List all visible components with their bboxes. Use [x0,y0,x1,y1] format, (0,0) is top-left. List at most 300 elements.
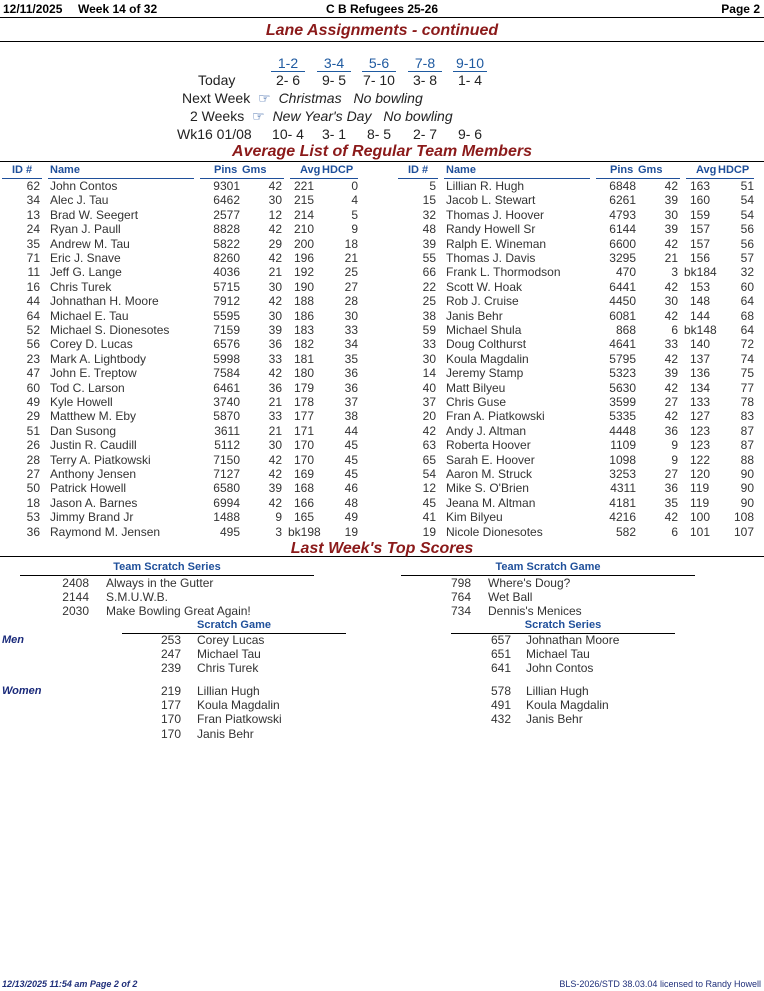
member-name: Terry A. Piatkowski [50,452,151,467]
table-row [396,309,764,323]
member-handicap: 51 [740,179,754,193]
team-game-name: Wet Ball [488,590,533,605]
member-games: 42 [268,467,282,481]
member-average: 127 [690,409,711,424]
member-pins: 8828 [213,222,240,237]
member-name: Chris Guse [446,395,507,409]
next-week-row [182,90,423,107]
wk16-lane-value: 2- 7 [412,126,438,142]
table-row [396,510,764,524]
member-id: 15 [422,193,436,208]
member-pins: 5595 [213,308,240,323]
team-game-name: Dennis's Menices [488,604,582,619]
wk16-lane-value: 3- 1 [321,126,347,142]
member-pins: 7912 [213,294,240,309]
lane-pair-header: 3-4 [323,55,345,71]
member-handicap: 64 [740,323,754,337]
member-handicap: 45 [344,438,358,453]
table-row [396,366,764,380]
member-average: 181 [294,351,315,366]
member-id: 53 [26,510,40,525]
member-id: 63 [422,438,436,453]
member-pins: 9301 [213,179,240,193]
member-games: 42 [268,222,282,237]
table-row [0,424,396,438]
table-row [396,193,764,207]
member-games: 42 [664,510,678,525]
member-name: Sarah E. Hoover [446,452,535,467]
col-header-hdcp: HDCP [718,164,750,176]
next-week-note: No bowling [353,90,423,106]
member-games: 42 [268,251,282,265]
member-average: 215 [294,193,315,208]
member-pins: 6462 [213,193,240,208]
member-pins: 3295 [609,251,636,265]
member-games: 3 [671,265,678,280]
member-average: 170 [294,452,315,467]
member-id: 64 [26,308,40,323]
member-pins: 5822 [213,236,240,251]
member-games: 36 [664,481,678,496]
member-name: Jeremy Stamp [446,366,524,381]
table-row [396,395,764,409]
member-id: 38 [422,308,436,323]
member-name: Alec J. Tau [50,193,109,208]
team-series-name: Make Bowling Great Again! [106,604,251,619]
member-games: 42 [268,294,282,309]
men-game-name: Corey Lucas [197,633,265,647]
table-row [396,352,764,366]
men-game-name: Michael Tau [197,647,261,662]
member-pins: 582 [615,524,636,539]
member-handicap: 27 [344,279,358,294]
member-average: 166 [294,495,315,510]
today-lane-value: 9- 5 [321,72,347,88]
member-handicap: 0 [351,179,358,193]
member-average: 186 [294,308,315,323]
table-row [0,352,396,366]
scratch-series-title: Scratch Series [524,619,602,631]
col-header-avg: Avg [300,164,321,176]
women-series-name: Janis Behr [526,712,583,727]
member-average: 188 [294,294,315,309]
member-id: 22 [422,279,436,294]
member-name: Ralph E. Wineman [446,236,547,251]
col-header-id: ID # [12,164,33,176]
member-average: 196 [294,251,315,265]
member-name: John E. Treptow [50,366,137,381]
lane-pair-header: 7-8 [414,55,436,71]
col-header-hdcp: HDCP [322,164,354,176]
member-handicap: 44 [344,423,358,438]
today-label: Today [198,72,236,88]
lane-assignments-title: Lane Assignments - continued [265,22,499,39]
member-average: 163 [690,179,711,193]
member-id: 55 [422,251,436,265]
member-id: 40 [422,380,436,395]
men-series-name: Johnathan Moore [526,633,620,647]
table-row [0,395,396,409]
col-header-gms: Gms [242,164,267,176]
member-pins: 3599 [609,395,636,409]
member-games: 29 [268,236,282,251]
women-series-score: 491 [490,698,511,713]
member-pins: 5112 [214,438,240,453]
member-pins: 6994 [213,495,240,510]
member-pins: 495 [219,524,240,539]
member-id: 29 [26,409,40,424]
men-game-score: 247 [160,647,181,662]
member-average: 192 [294,265,315,280]
member-name: Lillian R. Hugh [446,179,525,193]
average-list-title: Average List of Regular Team Members [232,143,532,160]
member-games: 30 [268,308,282,323]
table-row [396,453,764,467]
member-pins: 4036 [213,265,240,280]
team-game-name: Where's Doug? [488,576,571,590]
col-header-name: Name [446,164,476,176]
member-id: 62 [26,179,40,193]
lane-pair-header: 5-6 [368,55,390,71]
member-id: 52 [26,323,40,337]
member-handicap: 48 [344,495,358,510]
member-average: 119 [690,481,710,496]
member-name: Michael Shula [446,323,522,337]
member-id: 39 [422,236,436,251]
member-handicap: 57 [740,251,754,265]
member-pins: 4181 [609,495,636,510]
member-handicap: 74 [740,351,754,366]
member-pins: 5998 [213,351,240,366]
member-handicap: 5 [351,207,358,222]
member-games: 36 [664,423,678,438]
men-label: Men [2,634,24,646]
men-series-name: Michael Tau [526,647,590,662]
member-name: Dan Susong [50,423,117,438]
member-id: 49 [26,395,40,409]
member-games: 21 [268,395,282,409]
member-name: Jacob L. Stewart [446,193,536,208]
member-name: Jason A. Barnes [50,495,138,510]
member-pins: 6600 [609,236,636,251]
member-average: bk148 [684,323,717,337]
report-date: 12/11/2025 [3,2,63,16]
member-pins: 7150 [213,452,240,467]
member-average: 160 [690,193,711,208]
member-pins: 3611 [214,423,240,438]
table-row [0,381,396,395]
col-header-pins: Pins [610,164,634,176]
member-name: Corey D. Lucas [50,337,133,352]
member-handicap: 4 [351,193,358,208]
member-pins: 1098 [609,452,636,467]
member-handicap: 35 [344,351,358,366]
member-id: 12 [422,481,436,496]
team-scratch-series-title: Team Scratch Series [113,561,221,573]
member-pins: 1488 [213,510,240,525]
member-name: Randy Howell Sr [446,222,536,237]
col-header-avg: Avg [696,164,717,176]
member-id: 45 [422,495,436,510]
table-row [396,496,764,510]
member-handicap: 30 [344,308,358,323]
member-games: 42 [268,366,282,381]
member-pins: 3740 [213,395,240,409]
member-average: 123 [690,438,711,453]
table-row [0,366,396,380]
week-label: Week 14 of 32 [78,2,158,16]
member-id: 11 [27,265,40,280]
member-games: 6 [671,323,678,337]
member-average: 180 [294,366,315,381]
women-series-name: Lillian Hugh [526,684,589,698]
table-row [0,193,396,207]
member-games: 35 [664,495,678,510]
member-pins: 868 [615,323,636,337]
member-id: 51 [26,423,40,438]
member-name: Jeff G. Lange [50,265,122,280]
member-pins: 5323 [609,366,636,381]
member-pins: 7584 [213,366,240,381]
member-handicap: 90 [740,467,754,481]
member-games: 33 [268,351,282,366]
today-lane-value: 2- 6 [275,72,301,88]
table-row [0,453,396,467]
member-average: 190 [294,279,315,294]
member-average: 200 [294,236,315,251]
table-row [0,251,396,265]
member-average: 119 [690,495,710,510]
table-row [396,467,764,481]
member-name: John Contos [50,179,118,193]
member-id: 16 [26,279,40,294]
member-handicap: 54 [740,207,754,222]
women-game-score: 219 [160,684,181,698]
member-games: 9 [671,438,678,453]
member-id: 66 [422,265,436,280]
member-handicap: 37 [344,395,358,409]
member-pins: 6848 [609,179,636,193]
member-average: bk198 [288,524,321,539]
member-handicap: 90 [740,481,754,496]
women-game-score: 170 [160,712,181,727]
member-handicap: 36 [344,366,358,381]
men-series-score: 641 [490,661,511,676]
member-id: 42 [422,423,436,438]
team-game-score: 734 [450,604,471,619]
member-pins: 5715 [213,279,240,294]
table-row [0,337,396,351]
table-row [0,222,396,236]
table-row [396,251,764,265]
member-name: Raymond M. Jensen [50,524,161,539]
member-average: 123 [690,423,711,438]
member-name: Brad W. Seegert [50,207,139,222]
member-pins: 4793 [609,207,636,222]
member-id: 37 [422,395,436,409]
member-handicap: 64 [740,294,754,309]
table-row [0,294,396,308]
table-row [396,438,764,452]
member-average: 221 [294,179,315,193]
wk16-label: Wk16 01/08 [177,126,252,142]
member-games: 30 [664,294,678,309]
member-average: 137 [690,351,711,366]
member-average: 168 [294,481,315,496]
team-scratch-game-title: Team Scratch Game [495,561,601,573]
member-pins: 6461 [213,380,240,395]
member-name: Rob J. Cruise [446,294,519,309]
member-pins: 5335 [609,409,636,424]
table-row [396,424,764,438]
team-series-score: 2144 [62,590,89,605]
member-id: 30 [422,351,436,366]
member-average: 136 [690,366,711,381]
member-average: 134 [690,380,711,395]
member-id: 41 [422,510,436,525]
member-handicap: 60 [740,279,754,294]
next-week-label: Next Week [182,90,251,106]
member-pins: 5630 [609,380,636,395]
member-id: 47 [26,366,40,381]
member-handicap: 75 [740,366,754,381]
member-games: 42 [268,452,282,467]
member-games: 42 [664,279,678,294]
table-row [0,525,396,539]
women-series-score: 578 [490,684,511,698]
member-name: Eric J. Snave [50,251,121,265]
member-name: Anthony Jensen [50,467,137,481]
member-name: Patrick Howell [50,481,127,496]
member-average: 148 [690,294,711,309]
member-pins: 470 [615,265,636,280]
men-series-score: 657 [490,633,511,647]
member-name: Aaron M. Struck [446,467,533,481]
women-series-score: 432 [490,712,511,727]
member-handicap: 49 [344,510,358,525]
table-row [396,280,764,294]
member-pins: 7127 [213,467,240,481]
header-rule [0,17,764,18]
lane-pair-header: 1-2 [277,55,299,71]
member-id: 50 [26,481,40,496]
member-pins: 4216 [609,510,636,525]
today-lane-value: 1- 4 [457,72,483,88]
member-games: 39 [268,481,282,496]
member-id: 19 [422,524,436,539]
member-pins: 4641 [609,337,636,352]
col-header-id: ID # [408,164,429,176]
member-name: Andy J. Altman [446,423,527,438]
member-games: 36 [268,380,282,395]
lane-pair-header: 9-10 [455,55,485,71]
member-name: Koula Magdalin [446,351,529,366]
member-average: 169 [294,467,315,481]
member-average: 100 [690,510,711,525]
table-row [0,510,396,524]
member-id: 71 [26,251,40,265]
pointing-hand-icon: ☞ [252,108,265,124]
wk16-lane-value: 10- 4 [272,126,304,142]
member-name: Doug Colthurst [446,337,527,352]
table-row [0,208,396,222]
member-id: 56 [26,337,40,352]
member-games: 42 [268,179,282,193]
member-id: 34 [26,193,40,208]
member-average: 210 [294,222,315,237]
table-row [396,294,764,308]
member-games: 42 [664,380,678,395]
lane-title-rule [0,41,764,42]
men-series-score: 651 [490,647,511,662]
member-name: Jimmy Brand Jr [50,510,134,525]
member-id: 36 [26,524,40,539]
member-name: Michael E. Tau [50,308,129,323]
member-handicap: 46 [344,481,358,496]
member-id: 14 [422,366,436,381]
men-series-name: John Contos [526,661,594,676]
member-handicap: 77 [740,380,754,395]
table-row [396,265,764,279]
team-series-score: 2030 [62,604,89,619]
two-weeks-label: 2 Weeks [190,108,245,124]
member-handicap: 72 [740,337,754,352]
member-id: 20 [422,409,436,424]
member-handicap: 34 [344,337,358,352]
member-games: 6 [671,524,678,539]
two-weeks-row [190,108,453,125]
member-id: 24 [26,222,40,237]
member-name: Fran A. Piatkowski [446,409,545,424]
member-handicap: 45 [344,467,358,481]
table-row [0,467,396,481]
member-name: Mike S. O'Brien [446,481,529,496]
member-games: 42 [268,495,282,510]
print-timestamp: 12/13/2025 11:54 am Page 2 of 2 [2,979,138,989]
member-average: 159 [690,207,711,222]
member-games: 12 [268,207,282,222]
member-name: Ryan J. Paull [50,222,121,237]
wk16-lane-value: 9- 6 [457,126,483,142]
member-average: 140 [690,337,711,352]
table-row [396,208,764,222]
member-pins: 4311 [610,481,636,496]
member-games: 27 [664,395,678,409]
pointing-hand-icon: ☞ [258,90,271,106]
league-name: C B Refugees 25-26 [325,2,439,16]
member-average: 214 [294,207,315,222]
member-name: Tod C. Larson [50,380,125,395]
scratch-game-title: Scratch Game [197,619,271,631]
member-handicap: 28 [344,294,358,309]
table-row [396,179,764,193]
member-games: 9 [275,510,282,525]
member-average: 179 [294,380,315,395]
member-games: 42 [664,351,678,366]
member-pins: 5795 [609,351,636,366]
average-title-rule [0,161,764,162]
member-handicap: 36 [344,380,358,395]
women-game-name: Janis Behr [197,726,254,741]
member-handicap: 107 [733,524,754,539]
women-game-name: Fran Piatkowski [197,712,282,727]
member-name: Justin R. Caudill [50,438,137,453]
table-row [0,179,396,193]
team-series-name: S.M.U.W.B. [106,590,169,605]
member-handicap: 87 [740,423,754,438]
member-average: 122 [690,452,711,467]
member-average: 157 [690,222,711,237]
